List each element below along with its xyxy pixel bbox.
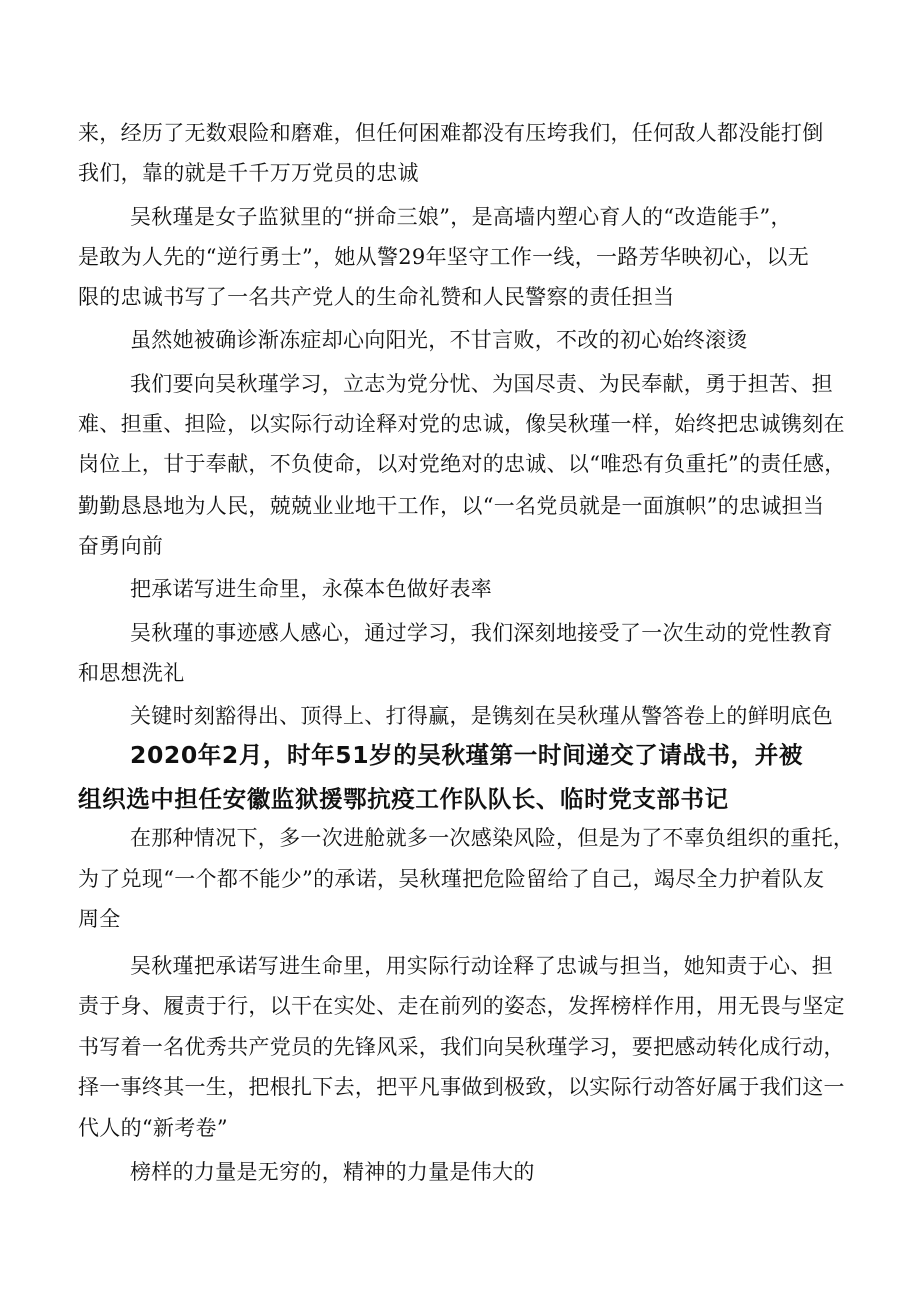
paragraph-line: 是敢为人先的“逆行勇士”，她从警29年坚守工作一线，一路芳华映初心，以无 <box>78 245 809 269</box>
emphasis-line: 2020年2月，时年51岁的吴秋瑾第一时间递交了请战书，并被 <box>130 741 803 769</box>
paragraph-line: 我们要向吴秋瑾学习，立志为党分忧、为国尽责、为民奉献，勇于担苦、担 <box>130 372 833 396</box>
paragraph-line: 责于身、履责于行，以干在实处、走在前列的姿态，发挥榜样作用，用无畏与坚定 <box>78 994 845 1018</box>
paragraph-line: 限的忠诚书写了一名共产党人的生命礼赞和人民警察的责任担当 <box>78 285 675 309</box>
paragraph-line: 周全 <box>78 907 121 931</box>
paragraph-line: 吴秋瑾是女子监狱里的“拼命三娘”，是高墙内塑心育人的“改造能手”， <box>130 205 792 229</box>
paragraph-line: 吴秋瑾的事迹感人感心，通过学习，我们深刻地接受了一次生动的党性教育 <box>130 621 833 645</box>
paragraph-line: 在那种情况下，多一次进舱就多一次感染风险，但是为了不辜负组织的重托， <box>130 826 855 850</box>
paragraph-line: 奋勇向前 <box>78 534 164 558</box>
paragraph-line: 为了兑现“一个都不能少”的承诺，吴秋瑾把危险留给了自己，竭尽全力护着队友 <box>78 867 825 891</box>
paragraph-line: 代人的“新考卷” <box>78 1116 228 1140</box>
paragraph-line: 虽然她被确诊渐冻症却心向阳光，不甘言败，不改的初心始终滚烫 <box>130 328 748 352</box>
paragraph-line: 榜样的力量是无穷的，精神的力量是伟大的 <box>130 1160 535 1184</box>
paragraph-line: 吴秋瑾把承诺写进生命里，用实际行动诠释了忠诚与担当，她知责于心、担 <box>130 954 833 978</box>
paragraph-line: 书写着一名优秀共产党员的先锋风采，我们向吴秋瑾学习，要把感动转化成行动， <box>78 1035 845 1059</box>
paragraph-line: 关键时刻豁得出、顶得上、打得赢，是镌刻在吴秋瑾从警答卷上的鲜明底色 <box>130 704 833 728</box>
paragraph-line: 把承诺写进生命里，永葆本色做好表率 <box>130 577 493 601</box>
paragraph-line: 我们，靠的就是千千万万党员的忠诚 <box>78 161 419 185</box>
paragraph-line: 择一事终其一生，把根扎下去，把平凡事做到极致，以实际行动答好属于我们这一 <box>78 1075 845 1099</box>
paragraph-line: 和思想洗礼 <box>78 661 185 685</box>
paragraph-line: 来，经历了无数艰险和磨难，但任何困难都没有压垮我们，任何敌人都没能打倒 <box>78 121 824 145</box>
paragraph-line: 勤勤恳恳地为人民，兢兢业业地干工作，以“一名党员就是一面旗帜”的忠诚担当 <box>78 494 825 518</box>
paragraph-line: 难、担重、担险，以实际行动诠释对党的忠诚，像吴秋瑾一样，始终把忠诚镌刻在 <box>78 412 845 436</box>
emphasis-line: 组织选中担任安徽监狱援鄂抗疫工作队队长、临时党支部书记 <box>78 785 729 813</box>
paragraph-line: 岗位上，甘于奉献，不负使命，以对党绝对的忠诚、以“唯恐有负重托”的责任感， <box>78 452 846 476</box>
